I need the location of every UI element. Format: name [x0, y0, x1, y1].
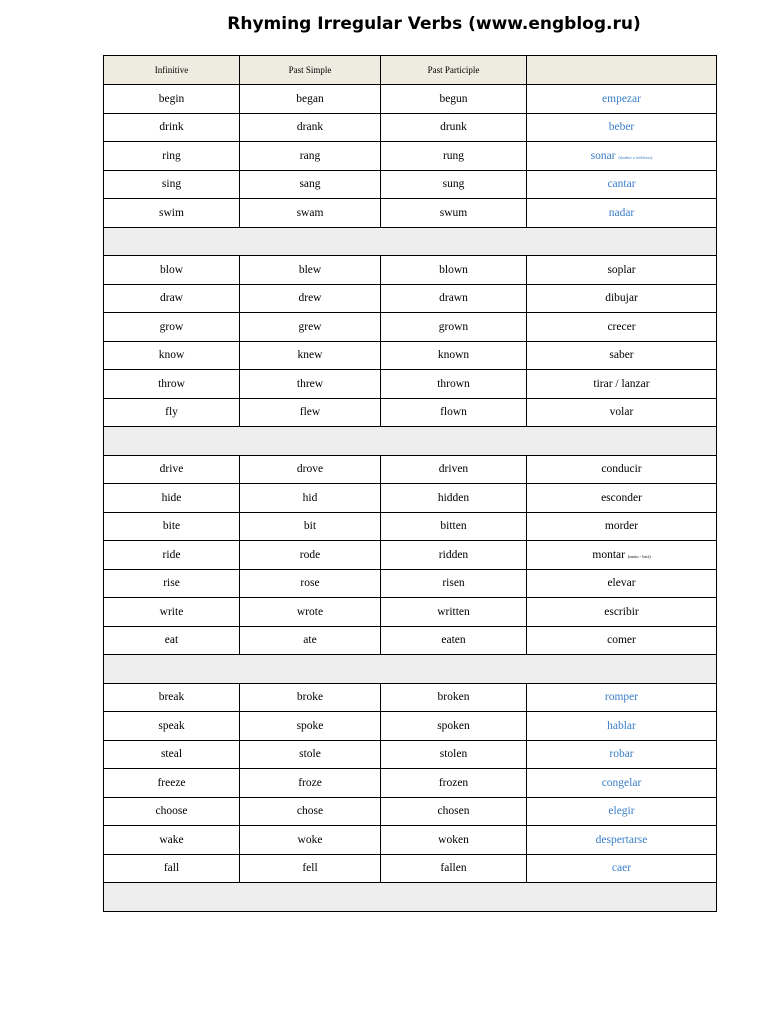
group-separator-row	[104, 883, 717, 912]
table-row	[104, 142, 717, 171]
table-row	[104, 541, 717, 570]
infinitive-cell: hide	[104, 484, 240, 513]
past-simple-cell: chose	[240, 797, 381, 826]
table-row	[104, 626, 717, 655]
translation-text: caer	[611, 862, 632, 875]
past-participle-cell: begun	[381, 85, 527, 114]
table-row	[104, 797, 717, 826]
past-participle-cell: drawn	[381, 284, 527, 313]
translation-cell	[527, 541, 717, 570]
table-row	[104, 484, 717, 513]
table-row	[104, 740, 717, 769]
past-participle-cell: swum	[381, 199, 527, 228]
past-participle-cell: broken	[381, 683, 527, 712]
infinitive-cell: throw	[104, 370, 240, 399]
past-participle-cell: driven	[381, 455, 527, 484]
table-row	[104, 569, 717, 598]
translation-text: elegir	[608, 805, 635, 818]
translation-text: elevar	[607, 577, 636, 590]
translation-text: morder	[604, 520, 639, 533]
past-simple-cell: rose	[240, 569, 381, 598]
translation-cell	[527, 512, 717, 541]
translation-cell	[527, 626, 717, 655]
infinitive-cell: freeze	[104, 769, 240, 798]
table-row	[104, 712, 717, 741]
past-simple-cell: broke	[240, 683, 381, 712]
past-participle-cell: frozen	[381, 769, 527, 798]
verbs-body	[104, 85, 717, 912]
page-title: Rhyming Irregular Verbs (www.engblog.ru)	[227, 14, 641, 34]
translation-text: empezar	[602, 92, 641, 105]
translation-text: despertarse	[595, 833, 648, 846]
past-simple-cell: threw	[240, 370, 381, 399]
table-row	[104, 398, 717, 427]
past-participle-cell: bitten	[381, 512, 527, 541]
infinitive-cell: rise	[104, 569, 240, 598]
translation-text: romper	[604, 691, 639, 704]
translation-text: soplar	[607, 263, 636, 276]
past-simple-cell: swam	[240, 199, 381, 228]
translation-text: congelar	[601, 776, 642, 789]
past-simple-cell: fell	[240, 854, 381, 883]
table-row	[104, 170, 717, 199]
header-infinitive: Infinitive	[104, 56, 240, 85]
translation-note: (moto - bici)	[627, 553, 651, 559]
header-past-simple: Past Simple	[240, 56, 381, 85]
table-row	[104, 598, 717, 627]
past-participle-cell: grown	[381, 313, 527, 342]
past-simple-cell: stole	[240, 740, 381, 769]
past-participle-cell: known	[381, 341, 527, 370]
table-row	[104, 313, 717, 342]
separator-cell	[104, 655, 717, 684]
past-participle-cell: spoken	[381, 712, 527, 741]
past-simple-cell: ate	[240, 626, 381, 655]
translation-cell	[527, 199, 717, 228]
past-participle-cell: stolen	[381, 740, 527, 769]
past-simple-cell: drove	[240, 455, 381, 484]
past-simple-cell: knew	[240, 341, 381, 370]
translation-text: dibujar	[605, 292, 638, 305]
translation-cell	[527, 683, 717, 712]
past-participle-cell: eaten	[381, 626, 527, 655]
translation-cell	[527, 484, 717, 513]
infinitive-cell: write	[104, 598, 240, 627]
translation-cell	[527, 313, 717, 342]
header-past-participle: Past Participle	[381, 56, 527, 85]
table-row	[104, 826, 717, 855]
translation-cell	[527, 170, 717, 199]
verbs-table	[103, 55, 717, 912]
past-simple-cell: drew	[240, 284, 381, 313]
infinitive-cell: ride	[104, 541, 240, 570]
translation-cell	[527, 284, 717, 313]
header-translation	[527, 56, 717, 85]
table-row	[104, 455, 717, 484]
separator-cell	[104, 427, 717, 456]
translation-text: conducir	[601, 463, 642, 476]
translation-cell	[527, 598, 717, 627]
infinitive-cell: wake	[104, 826, 240, 855]
infinitive-cell: bite	[104, 512, 240, 541]
table-row	[104, 256, 717, 285]
translation-text: cantar	[607, 178, 636, 191]
separator-cell	[104, 883, 717, 912]
translation-text: robar	[609, 748, 634, 761]
infinitive-cell: know	[104, 341, 240, 370]
translation-text: saber	[609, 349, 634, 362]
infinitive-cell: speak	[104, 712, 240, 741]
translation-cell	[527, 341, 717, 370]
infinitive-cell: break	[104, 683, 240, 712]
table-row	[104, 85, 717, 114]
past-participle-cell: flown	[381, 398, 527, 427]
past-participle-cell: blown	[381, 256, 527, 285]
past-simple-cell: hid	[240, 484, 381, 513]
translation-text: hablar	[607, 719, 636, 732]
infinitive-cell: fly	[104, 398, 240, 427]
infinitive-cell: drink	[104, 113, 240, 142]
separator-cell	[104, 227, 717, 256]
past-participle-cell: written	[381, 598, 527, 627]
past-participle-cell: hidden	[381, 484, 527, 513]
translation-cell	[527, 113, 717, 142]
table-row	[104, 341, 717, 370]
translation-cell	[527, 740, 717, 769]
past-simple-cell: bit	[240, 512, 381, 541]
translation-text: sonar	[590, 149, 616, 162]
past-participle-cell: drunk	[381, 113, 527, 142]
translation-text: beber	[608, 121, 635, 134]
table-row	[104, 113, 717, 142]
past-participle-cell: woken	[381, 826, 527, 855]
past-simple-cell: sang	[240, 170, 381, 199]
past-simple-cell: grew	[240, 313, 381, 342]
translation-text: crecer	[607, 320, 636, 333]
translation-cell	[527, 769, 717, 798]
past-simple-cell: rang	[240, 142, 381, 171]
group-separator-row	[104, 227, 717, 256]
infinitive-cell: drive	[104, 455, 240, 484]
past-participle-cell: ridden	[381, 541, 527, 570]
translation-text: nadar	[608, 206, 635, 219]
past-simple-cell: froze	[240, 769, 381, 798]
infinitive-cell: eat	[104, 626, 240, 655]
past-simple-cell: flew	[240, 398, 381, 427]
past-simple-cell: drank	[240, 113, 381, 142]
translation-text: comer	[607, 634, 636, 647]
translation-text: esconder	[601, 491, 642, 504]
translation-text: volar	[609, 406, 634, 419]
infinitive-cell: fall	[104, 854, 240, 883]
past-simple-cell: woke	[240, 826, 381, 855]
group-separator-row	[104, 655, 717, 684]
past-simple-cell: wrote	[240, 598, 381, 627]
past-simple-cell: rode	[240, 541, 381, 570]
translation-cell	[527, 854, 717, 883]
past-simple-cell: blew	[240, 256, 381, 285]
infinitive-cell: ring	[104, 142, 240, 171]
table-row	[104, 512, 717, 541]
infinitive-cell: begin	[104, 85, 240, 114]
infinitive-cell: sing	[104, 170, 240, 199]
past-participle-cell: chosen	[381, 797, 527, 826]
header-row	[104, 56, 717, 85]
past-participle-cell: risen	[381, 569, 527, 598]
past-simple-cell: spoke	[240, 712, 381, 741]
translation-note: (timbre o teléfono)	[618, 154, 653, 160]
infinitive-cell: blow	[104, 256, 240, 285]
past-participle-cell: thrown	[381, 370, 527, 399]
translation-cell	[527, 398, 717, 427]
table-row	[104, 199, 717, 228]
infinitive-cell: choose	[104, 797, 240, 826]
translation-text: tirar / lanzar	[593, 377, 650, 390]
translation-cell	[527, 569, 717, 598]
table-row	[104, 854, 717, 883]
table-row	[104, 284, 717, 313]
infinitive-cell: grow	[104, 313, 240, 342]
infinitive-cell: draw	[104, 284, 240, 313]
translation-cell	[527, 712, 717, 741]
translation-cell	[527, 370, 717, 399]
translation-cell	[527, 85, 717, 114]
table-row	[104, 769, 717, 798]
translation-cell	[527, 455, 717, 484]
translation-cell	[527, 797, 717, 826]
infinitive-cell: swim	[104, 199, 240, 228]
past-participle-cell: fallen	[381, 854, 527, 883]
group-separator-row	[104, 427, 717, 456]
past-simple-cell: began	[240, 85, 381, 114]
infinitive-cell: steal	[104, 740, 240, 769]
translation-text: montar	[592, 548, 625, 561]
table-row	[104, 370, 717, 399]
table-row	[104, 683, 717, 712]
translation-text: escribir	[604, 605, 639, 618]
past-participle-cell: sung	[381, 170, 527, 199]
past-participle-cell: rung	[381, 142, 527, 171]
translation-cell	[527, 256, 717, 285]
translation-cell	[527, 142, 717, 171]
translation-cell	[527, 826, 717, 855]
